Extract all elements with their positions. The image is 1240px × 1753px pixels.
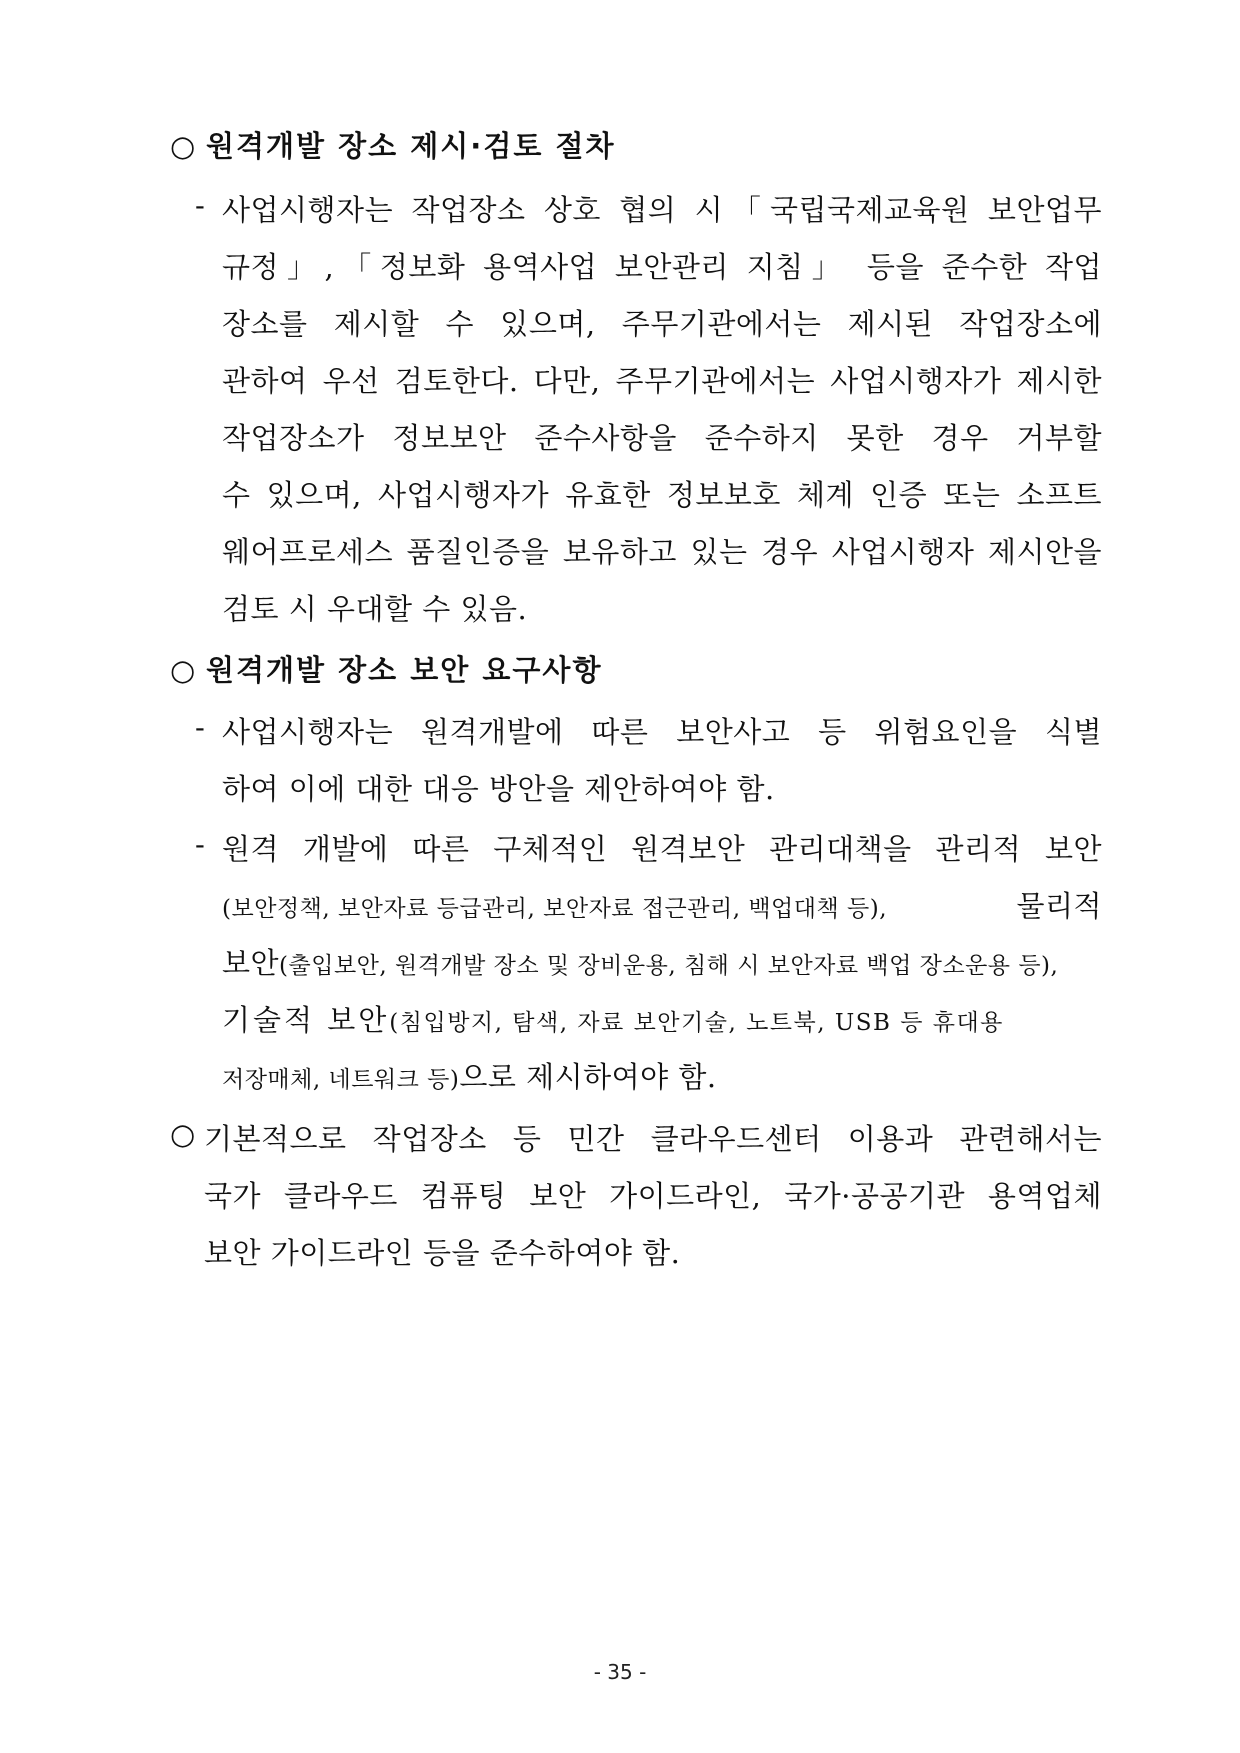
section-title: 원격개발 장소 보안 요구사항 [206,653,603,687]
dash-bullet: - [195,710,205,744]
paragraph-line: 사업시행자는 원격개발에 따른 보안사고 등 위험요인을 식별 [222,715,1102,749]
paragraph-line-mixed [222,998,1102,1039]
section-heading-2 [170,648,602,689]
circle-bullet-icon: ○ [170,653,198,687]
inline-text: 물리적 [1016,889,1102,923]
dash-bullet: - [195,188,205,222]
page-number: - 35 - [593,1660,647,1684]
paragraph-line: 사업시행자는 작업장소 상호 협의 시「국립국제교육원 보안업무 [222,193,1102,227]
parenthetical-text: 저장매체, 네트워크 등) [222,1067,460,1093]
paragraph-line: 수 있으며, 사업시행자가 유효한 정보보호 체계 인증 또는 소프트 [222,478,1102,512]
parenthetical-text: (출입보안, 원격개발 장소 및 장비운용, 침해 시 보안자료 백업 장소운용 등), [279,953,1059,979]
paragraph-line: 보안 가이드라인 등을 준수하여야 함. [204,1236,681,1270]
circle-bullet-icon: ○ [170,1117,196,1151]
paragraph-line: 관하여 우선 검토한다. 다만, 주무기관에서는 사업시행자가 제시한 [222,364,1102,398]
inline-text: 보안 [222,946,280,980]
paragraph-line: 규정」,「정보화 용역사업 보안관리 지침」 등을 준수한 작업 [222,250,1102,284]
paragraph-line: 하여 이에 대한 대응 방안을 제안하여야 함. [222,772,775,806]
paragraph-line-mixed [222,1055,717,1096]
paragraph-line-mixed [222,941,1058,982]
paragraph-line: 작업장소가 정보보안 준수사항을 준수하지 못한 경우 거부할 [222,421,1102,455]
section-title: 원격개발 장소 제시·검토 절차 [206,129,616,163]
paragraph-line: 웨어프로세스 품질인증을 보유하고 있는 경우 사업시행자 제시안을 [222,535,1102,569]
paragraph-line: 검토 시 우대할 수 있음. [222,592,528,626]
dash-bullet: - [195,827,205,861]
paragraph-line-mixed [222,884,1102,925]
inline-text: 으로 제시하여야 함. [459,1060,717,1094]
section-heading-1 [170,124,615,165]
inline-text: 기술적 보안 [222,1003,390,1037]
paragraph-line: 국가 클라우드 컴퓨팅 보안 가이드라인, 국가·공공기관 용역업체 [204,1179,1102,1213]
parenthetical-text: (침입방지, 탐색, 자료 보안기술, 노트북, USB 등 휴대용 [389,1010,1004,1036]
paragraph-line: 원격 개발에 따른 구체적인 원격보안 관리대책을 관리적 보안 [222,832,1102,866]
paragraph-line: 장소를 제시할 수 있으며, 주무기관에서는 제시된 작업장소에 [222,307,1102,341]
parenthetical-text: (보안정책, 보안자료 등급관리, 보안자료 접근관리, 백업대책 등), [222,896,888,922]
paragraph-line: 기본적으로 작업장소 등 민간 클라우드센터 이용과 관련해서는 [204,1122,1102,1156]
circle-bullet-icon: ○ [170,129,198,163]
